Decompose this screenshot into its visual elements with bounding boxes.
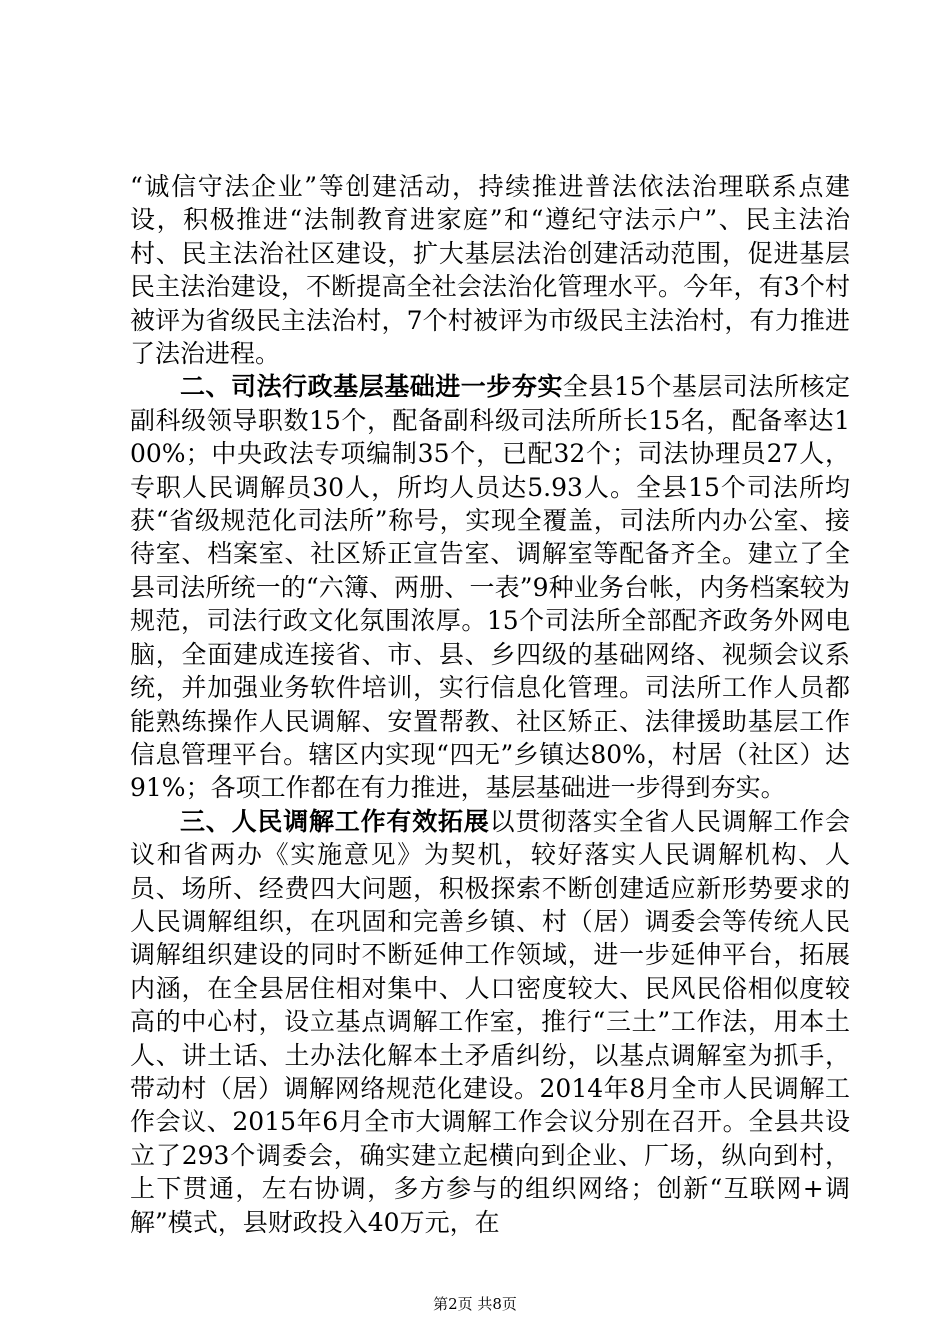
paragraph-section-3 — [130, 805, 850, 1239]
page-number: 第2页 共8页 — [433, 1295, 517, 1313]
section-heading: 二、司法行政基层基础进一步夯实 — [180, 372, 563, 402]
section-heading: 三、人民调解工作有效拓展 — [180, 806, 490, 836]
paragraph-continued — [130, 170, 850, 370]
paragraph-text: 以贯彻落实全省人民调解工作会议和省两办《实施意见》为契机，较好落实人民调解机构、人员、场所、经费四大问题，积极探索不断创建适应新形势要求的人民调解组织，在巩固和完善乡镇、村（居）调委会等传统人民调解组织建设的同时不断延伸工作领域，进一步延伸平台，拓展内涵，在全县居住相对集中、人口密度较大、民风民俗相似度较高的中心村，设立基点调解工作室，推行“三土”工作法，用本土人、讲土话、土办法化解本土矛盾纠纷，以基点调解室为抓手，带动村（居）调解网络规范化建设。2014年8月全市人民调解工作会议、2015年6月全市大调解工作会议分别在召开。全县共设立了293个调委会，确实建立起横向到企业、厂场，纵向到村，上下贯通，左右协调，多方参与的组织网络；创新“互联网+调解”模式，县财政投入40万元，在 — [130, 806, 850, 1237]
paragraph-text: “诚信守法企业”等创建活动，持续推进普法依法治理联系点建设，积极推进“法制教育进家庭”和“遵纪守法示户”、民主法治村、民主法治社区建设，扩大基层法治创建活动范围，促进基层民主法治建设，不断提高全社会法治化管理水平。今年，有3个村被评为省级民主法治村，7个村被评为市级民主法治村，有力推进了法治进程。 — [130, 172, 850, 369]
document-body — [130, 170, 850, 1239]
paragraph-section-2 — [130, 370, 850, 804]
paragraph-text: 全县15个基层司法所核定副科级领导职数15个，配备副科级司法所所长15名，配备率达100%；中央政法专项编制35个，已配32个；司法协理员27人，专职人民调解员30人，所均人员达5.93人。全县15个司法所均获“省级规范化司法所”称号，实现全覆盖，司法所内办公室、接待室、档案室、社区矫正宣告室、调解室等配备齐全。建立了全县司法所统一的“六簿、两册、一表”9种业务台帐，内务档案较为规范，司法行政文化氛围浓厚。15个司法所全部配齐政务外网电脑，全面建成连接省、市、县、乡四级的基础网络、视频会议系统，并加强业务软件培训，实行信息化管理。司法所工作人员都能熟练操作人民调解、安置帮教、社区矫正、法律援助基层工作信息管理平台。辖区内实现“四无”乡镇达80%，村居（社区）达91%；各项工作都在有力推进，基层基础进一步得到夯实。 — [130, 372, 850, 803]
page-footer — [0, 1294, 950, 1314]
